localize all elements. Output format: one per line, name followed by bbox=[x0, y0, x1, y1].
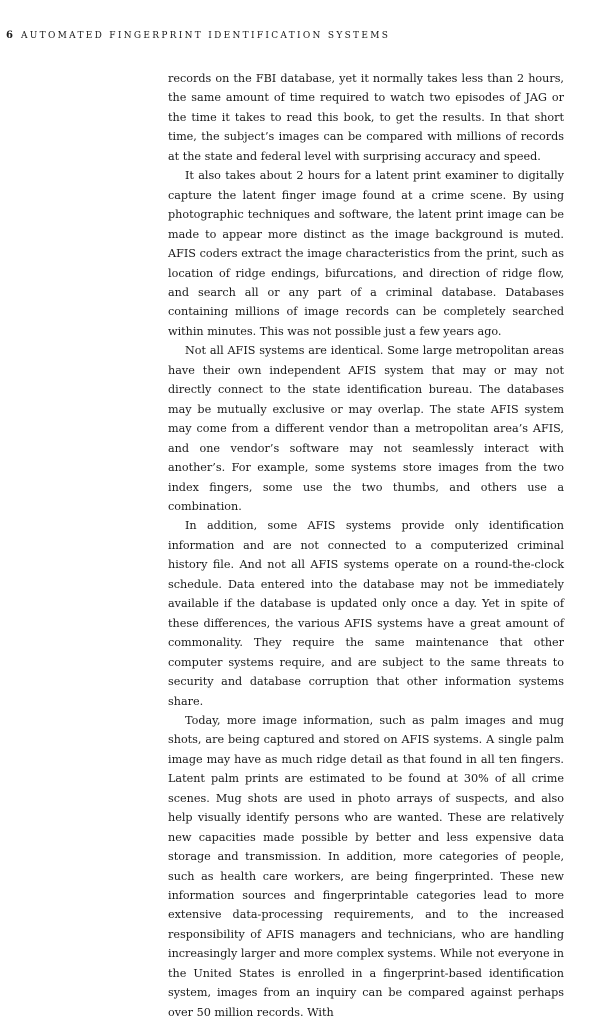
paragraph-palm-and-mugshots: Today, more image information, such as palm images and mug shots, are being captured and stored on AFIS systems. A single palm image may have as much ridge detail as that found in all ten fingers. Latent palm prints are estimated to be found at 30% of all crime scenes. Mug shots are used in photo arrays of suspects, and also help visually identify persons who are wanted. These are relatively new capacities made possible by better and less expensive data storage and transmission. In addition, more categories of people, such as health care workers, are being fingerprinted. These new information sources and fingerprintable categories lead to more extensive data-processing requirements, and to the increased responsibility of AFIS managers and technicians, who are handling increasingly larger and more complex systems. While not everyone in the United States is enrolled in a fingerprint-based identification system, images from an inquiry can be compared against perhaps over 50 million records. With bbox=[168, 713, 564, 1019]
body-text bbox=[168, 69, 564, 1022]
paragraph-latent-capture: It also takes about 2 hours for a latent print examiner to digitally capture the latent finger image found at a crime scene. By using photographic techniques and software, the latent print image can be made to appear more distinct as the image background is muted. AFIS coders extract the image characteristics from the print, such as location of ridge endings, bifurcations, and direction of ridge flow, and search all or any part of a criminal database. Databases containing millions of image records can be completely searched within minutes. This was not possible just a few years ago. bbox=[168, 169, 564, 338]
running-title: AUTOMATED FINGERPRINT IDENTIFICATION SYSTEMS bbox=[20, 31, 391, 41]
page-number: 6 bbox=[6, 30, 13, 41]
paragraph-afis-not-identical: Not all AFIS systems are identical. Some large metropolitan areas have their own independent AFIS system that may or may not directly connect to the state identification bureau. The databases may be mutually exclusive or may overlap. The state AFIS system may come from a different vendor than a metropolitan area’s AFIS, and one vendor’s software may not seamlessly interact with another’s. For example, some systems store images from the two index fingers, some use the two thumbs, and others use a combination. bbox=[168, 344, 564, 513]
paragraph-afis-differences: In addition, some AFIS systems provide only identification information and are not connected to a computerized criminal history file. And not all AFIS systems operate on a round-the-clock schedule. Data entered into the database may not be immediately available if the database is updated only once a day. Yet in spite of these differences, the various AFIS systems have a great amount of commonality. They require the same maintenance that other computer systems require, and are subject to the same threats to security and database corruption that other information systems share. bbox=[168, 519, 564, 708]
running-head bbox=[6, 30, 390, 41]
paragraph-continued: records on the FBI database, yet it normally takes less than 2 hours, the same amount of time required to watch two episodes of JAG or the time it takes to read this book, to get the results. In that short time, the subject’s images can be compared with millions of records at the state and federal level with surprising accuracy and speed. bbox=[168, 72, 564, 163]
